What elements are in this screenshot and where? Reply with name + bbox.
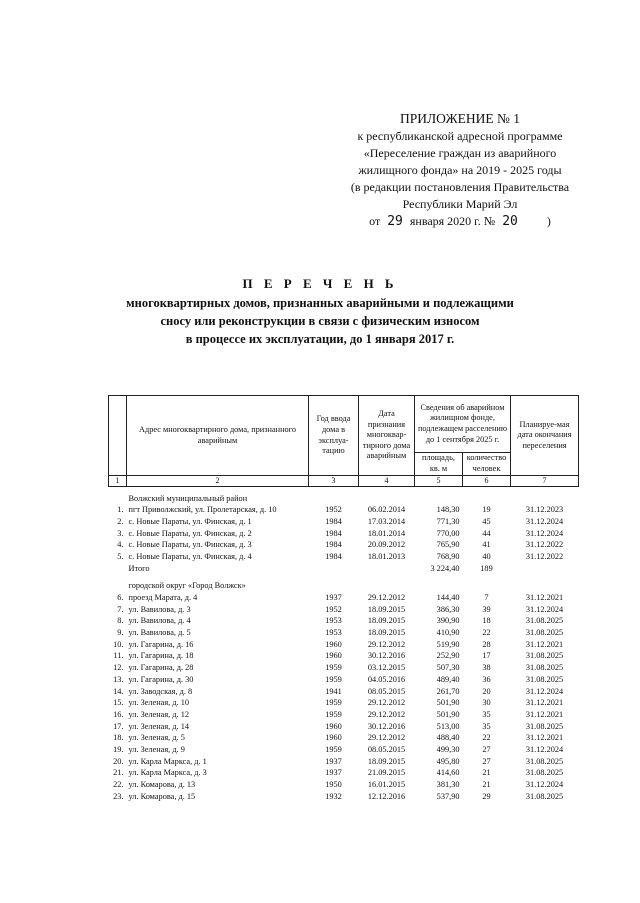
group-row [109, 581, 579, 593]
row-year: 1959 [325, 663, 342, 673]
table-row [109, 744, 579, 756]
row-end-date: 31.12.2021 [525, 639, 564, 649]
row-people: 45 [482, 516, 491, 526]
table-row [109, 628, 579, 640]
row-number: 11. [113, 651, 124, 661]
heading-line-1: многоквартирных домов, признанных аварийными и подлежащими [126, 296, 514, 310]
total-people: 189 [480, 563, 493, 573]
row-year: 1952 [325, 604, 342, 614]
row-date: 29.12.2012 [367, 639, 406, 649]
row-date: 18.01.2014 [367, 528, 406, 538]
table-row [109, 639, 579, 651]
appendix-line-5: Республики Марий Эл [402, 197, 518, 211]
appendix-line-2: «Переселение граждан из аварийного [363, 146, 557, 160]
row-end-date: 31.12.2021 [525, 698, 564, 708]
row-people: 20 [482, 686, 491, 696]
group-index-cell [109, 581, 127, 593]
row-year: 1960 [325, 733, 342, 743]
row-date: 18.01.2013 [367, 551, 406, 561]
row-address: ул. Гагарина, д. 18 [128, 651, 194, 661]
row-date: 18.09.2015 [367, 628, 406, 638]
row-area: 501,90 [436, 698, 460, 708]
row-address: ул. Зеленая, д. 14 [128, 721, 189, 731]
row-date: 08.05.2015 [367, 686, 406, 696]
row-address: ул. Гагарина, д. 28 [128, 663, 194, 673]
row-year: 1932 [325, 791, 342, 801]
row-end-date: 31.08.2025 [525, 674, 564, 684]
row-people: 36 [482, 674, 491, 684]
table-row [109, 593, 579, 605]
row-area: 499,30 [436, 744, 460, 754]
row-number: 22. [113, 780, 124, 790]
table-row [109, 505, 579, 517]
row-end-date: 31.08.2025 [525, 791, 564, 801]
row-area: 488,40 [436, 733, 460, 743]
row-end-date: 31.08.2025 [525, 721, 564, 731]
table-row [109, 733, 579, 745]
row-address: ул. Зеленая, д. 5 [128, 733, 185, 743]
row-year: 1960 [325, 639, 342, 649]
row-end-date: 31.08.2025 [525, 768, 564, 778]
row-date: 12.12.2016 [367, 791, 406, 801]
table-row [109, 616, 579, 628]
group-name: Волжский муниципальный район [128, 493, 248, 503]
row-date: 08.05.2015 [367, 744, 406, 754]
row-address: ул. Заводская, д. 8 [128, 686, 193, 696]
row-people: 19 [482, 505, 491, 515]
row-number: 19. [113, 744, 124, 754]
table-row [109, 768, 579, 780]
row-address: ул. Зеленая, д. 10 [128, 698, 189, 708]
row-people: 27 [482, 756, 491, 766]
row-area: 414,60 [436, 768, 460, 778]
row-number: 7. [117, 604, 124, 614]
appendix-line-1: к республиканской адресной программе [357, 129, 563, 143]
row-number: 18. [113, 733, 124, 743]
appendix-date-line [330, 213, 590, 230]
row-end-date: 31.12.2021 [525, 593, 564, 603]
row-address: ул. Гагарина, д. 30 [128, 674, 194, 684]
row-area: 507,30 [436, 663, 460, 673]
row-area: 495,80 [436, 756, 460, 766]
row-end-date: 31.08.2025 [525, 651, 564, 661]
row-people: 21 [482, 768, 491, 778]
row-people: 17 [482, 651, 491, 661]
row-year: 1960 [325, 651, 342, 661]
row-year: 1941 [325, 686, 342, 696]
row-end-date: 31.12.2024 [525, 528, 564, 538]
table-row [109, 663, 579, 675]
row-end-date: 31.08.2025 [525, 616, 564, 626]
row-end-date: 31.08.2025 [525, 756, 564, 766]
table-row [109, 551, 579, 563]
row-address: ул. Зеленая, д. 12 [128, 709, 189, 719]
row-year: 1959 [325, 698, 342, 708]
row-number: 9. [117, 628, 124, 638]
header-date: Дата признания многоквар-тирного дома аварийным [359, 396, 415, 476]
row-number: 3. [117, 528, 124, 538]
row-date: 30.12.2016 [367, 721, 406, 731]
appendix-line-4: (в редакции постановления Правительства [350, 180, 570, 194]
row-people: 44 [482, 528, 491, 538]
row-address: ул. Вавилова, д. 5 [128, 628, 191, 638]
row-area: 261,70 [436, 686, 460, 696]
total-row [109, 563, 579, 575]
row-date: 18.09.2015 [367, 616, 406, 626]
group-row [109, 493, 579, 505]
row-area: 144,40 [436, 593, 460, 603]
row-date: 18.09.2015 [367, 604, 406, 614]
row-date: 16.01.2015 [367, 780, 406, 790]
row-date: 20.09.2012 [367, 540, 406, 550]
document-heading [90, 275, 550, 348]
table-row [109, 709, 579, 721]
row-area: 381,30 [436, 780, 460, 790]
row-number: 5. [117, 551, 124, 561]
row-people: 35 [482, 721, 491, 731]
col-number: 1 [109, 476, 127, 487]
header-area: площадь, кв. м [415, 453, 463, 476]
table-row [109, 540, 579, 552]
row-end-date: 31.12.2022 [525, 551, 564, 561]
row-number: 8. [117, 616, 124, 626]
row-end-date: 31.12.2024 [525, 780, 564, 790]
row-people: 18 [482, 616, 491, 626]
row-year: 1984 [325, 528, 342, 538]
row-end-date: 31.08.2025 [525, 628, 564, 638]
row-area: 489,40 [436, 674, 460, 684]
row-end-date: 31.12.2021 [525, 709, 564, 719]
row-number: 12. [113, 663, 124, 673]
row-area: 148,30 [436, 505, 460, 515]
col-number: 6 [463, 476, 511, 487]
row-date: 29.12.2012 [367, 709, 406, 719]
row-date: 17.03.2014 [367, 516, 406, 526]
header-year: Год ввода дома в эксплуа-тацию [309, 396, 359, 476]
table-row [109, 698, 579, 710]
heading-line-3: в процессе их эксплуатации, до 1 января 2017 г. [185, 332, 455, 346]
row-area: 390,90 [436, 616, 460, 626]
row-people: 41 [482, 540, 491, 550]
row-date: 29.12.2012 [367, 698, 406, 708]
row-address: с. Новые Параты, ул. Финская, д. 1 [128, 516, 252, 526]
row-people: 30 [482, 698, 491, 708]
total-area: 3 224,40 [430, 563, 460, 573]
row-number: 2. [117, 516, 124, 526]
row-number: 16. [113, 709, 124, 719]
table-row [109, 756, 579, 768]
row-area: 765,90 [436, 540, 460, 550]
row-year: 1984 [325, 540, 342, 550]
row-year: 1984 [325, 516, 342, 526]
heading-line-2: сносу или реконструкции в связи с физическим износом [160, 314, 480, 328]
table-row [109, 721, 579, 733]
row-year: 1953 [325, 628, 342, 638]
row-area: 768,90 [436, 551, 460, 561]
row-people: 35 [482, 709, 491, 719]
row-address: с. Новые Параты, ул. Финская, д. 2 [128, 528, 252, 538]
row-people: 22 [482, 733, 491, 743]
col-number: 3 [309, 476, 359, 487]
group-name: городской округ «Город Волжск» [128, 581, 246, 591]
header-address: Адрес многоквартирного дома, признанного аварийным [127, 396, 309, 476]
table-row [109, 528, 579, 540]
row-number: 15. [113, 698, 124, 708]
row-year: 1953 [325, 616, 342, 626]
header-people: количество человек [463, 453, 511, 476]
row-area: 771,30 [436, 516, 460, 526]
date-number: 20 [502, 214, 518, 229]
table-row [109, 516, 579, 528]
row-end-date: 31.12.2022 [525, 540, 564, 550]
header-index [109, 396, 127, 476]
row-end-date: 31.12.2024 [525, 686, 564, 696]
row-date: 06.02.2014 [367, 505, 406, 515]
table-row [109, 686, 579, 698]
total-date-cell [359, 563, 415, 575]
total-end-cell [511, 563, 579, 575]
appendix-title: ПРИЛОЖЕНИЕ № 1 [399, 111, 521, 126]
row-address: ул. Вавилова, д. 4 [128, 616, 191, 626]
date-day: 29 [387, 214, 403, 229]
row-end-date: 31.12.2024 [525, 604, 564, 614]
row-date: 21.09.2015 [367, 768, 406, 778]
date-close: ) [546, 214, 551, 228]
col-number: 2 [127, 476, 309, 487]
row-people: 22 [482, 628, 491, 638]
row-end-date: 31.12.2024 [525, 516, 564, 526]
row-number: 13. [113, 674, 124, 684]
header-info: Сведения об аварийном жилищном фонде, подлежащем расселению до 1 сентября 2025 г. [415, 396, 511, 453]
row-end-date: 31.08.2025 [525, 663, 564, 673]
row-year: 1952 [325, 505, 342, 515]
table-body [109, 487, 579, 803]
row-area: 386,30 [436, 604, 460, 614]
row-number: 14. [113, 686, 124, 696]
row-year: 1950 [325, 780, 342, 790]
row-people: 7 [484, 593, 489, 603]
row-number: 17. [113, 721, 124, 731]
table-row [109, 651, 579, 663]
heading-title: П Е Р Е Ч Е Н Ь [242, 276, 398, 291]
row-address: пгт Приволжский, ул. Пролетарская, д. 10 [128, 505, 277, 515]
row-number: 23. [113, 791, 124, 801]
header-planned: Планируе-мая дата окончания переселения [511, 396, 579, 476]
row-end-date: 31.12.2021 [525, 733, 564, 743]
row-number: 4. [117, 540, 124, 550]
table-header [109, 396, 579, 487]
row-year: 1937 [325, 593, 342, 603]
row-address: ул. Карла Маркса, д. 3 [128, 768, 207, 778]
row-area: 519,90 [436, 639, 460, 649]
row-year: 1959 [325, 744, 342, 754]
row-people: 21 [482, 780, 491, 790]
col-number: 5 [415, 476, 463, 487]
row-date: 30.12.2016 [367, 651, 406, 661]
table-row [109, 674, 579, 686]
row-address: ул. Гагарина, д. 16 [128, 639, 194, 649]
row-address: ул. Карла Маркса, д. 1 [128, 756, 207, 766]
group-index-cell [109, 493, 127, 505]
table-row [109, 604, 579, 616]
row-area: 410,90 [436, 628, 460, 638]
col-number: 7 [511, 476, 579, 487]
row-year: 1937 [325, 756, 342, 766]
row-number: 21. [113, 768, 124, 778]
housing-table [108, 395, 579, 803]
row-address: ул. Комарова, д. 15 [128, 791, 196, 801]
row-people: 29 [482, 791, 491, 801]
row-area: 537,90 [436, 791, 460, 801]
col-number: 4 [359, 476, 415, 487]
appendix-line-3: жилищного фонда» на 2019 - 2025 годы [358, 163, 562, 177]
total-index-cell [109, 563, 127, 575]
row-year: 1959 [325, 709, 342, 719]
date-prefix: от [369, 214, 381, 228]
table-row [109, 791, 579, 803]
table-row [109, 780, 579, 792]
row-people: 27 [482, 744, 491, 754]
row-address: с. Новые Параты, ул. Финская, д. 3 [128, 540, 252, 550]
row-area: 252,90 [436, 651, 460, 661]
row-address: ул. Комарова, д. 13 [128, 780, 196, 790]
row-area: 513,00 [436, 721, 460, 731]
row-people: 40 [482, 551, 491, 561]
row-end-date: 31.12.2023 [525, 505, 564, 515]
appendix-block [330, 110, 590, 230]
row-date: 03.12.2015 [367, 663, 406, 673]
row-year: 1984 [325, 551, 342, 561]
row-year: 1960 [325, 721, 342, 731]
row-people: 38 [482, 663, 491, 673]
row-address: с. Новые Параты, ул. Финская, д. 4 [128, 551, 252, 561]
row-number: 10. [113, 639, 124, 649]
total-label: Итого [128, 563, 150, 573]
row-number: 6. [117, 593, 124, 603]
row-year: 1937 [325, 768, 342, 778]
row-date: 18.09.2015 [367, 756, 406, 766]
row-people: 28 [482, 639, 491, 649]
row-address: проезд Марата, д. 4 [128, 593, 198, 603]
date-mid: января 2020 г. № [409, 214, 496, 228]
row-address: ул. Вавилова, д. 3 [128, 604, 191, 614]
row-date: 04.05.2016 [367, 674, 406, 684]
row-date: 29.12.2012 [367, 593, 406, 603]
row-people: 39 [482, 604, 491, 614]
row-area: 501,90 [436, 709, 460, 719]
row-address: ул. Зеленая, д. 9 [128, 744, 185, 754]
total-year-cell [309, 563, 359, 575]
row-number: 20. [113, 756, 124, 766]
row-year: 1959 [325, 674, 342, 684]
row-end-date: 31.12.2024 [525, 744, 564, 754]
row-area: 770,00 [436, 528, 460, 538]
row-number: 1. [117, 505, 124, 515]
row-date: 29.12.2012 [367, 733, 406, 743]
